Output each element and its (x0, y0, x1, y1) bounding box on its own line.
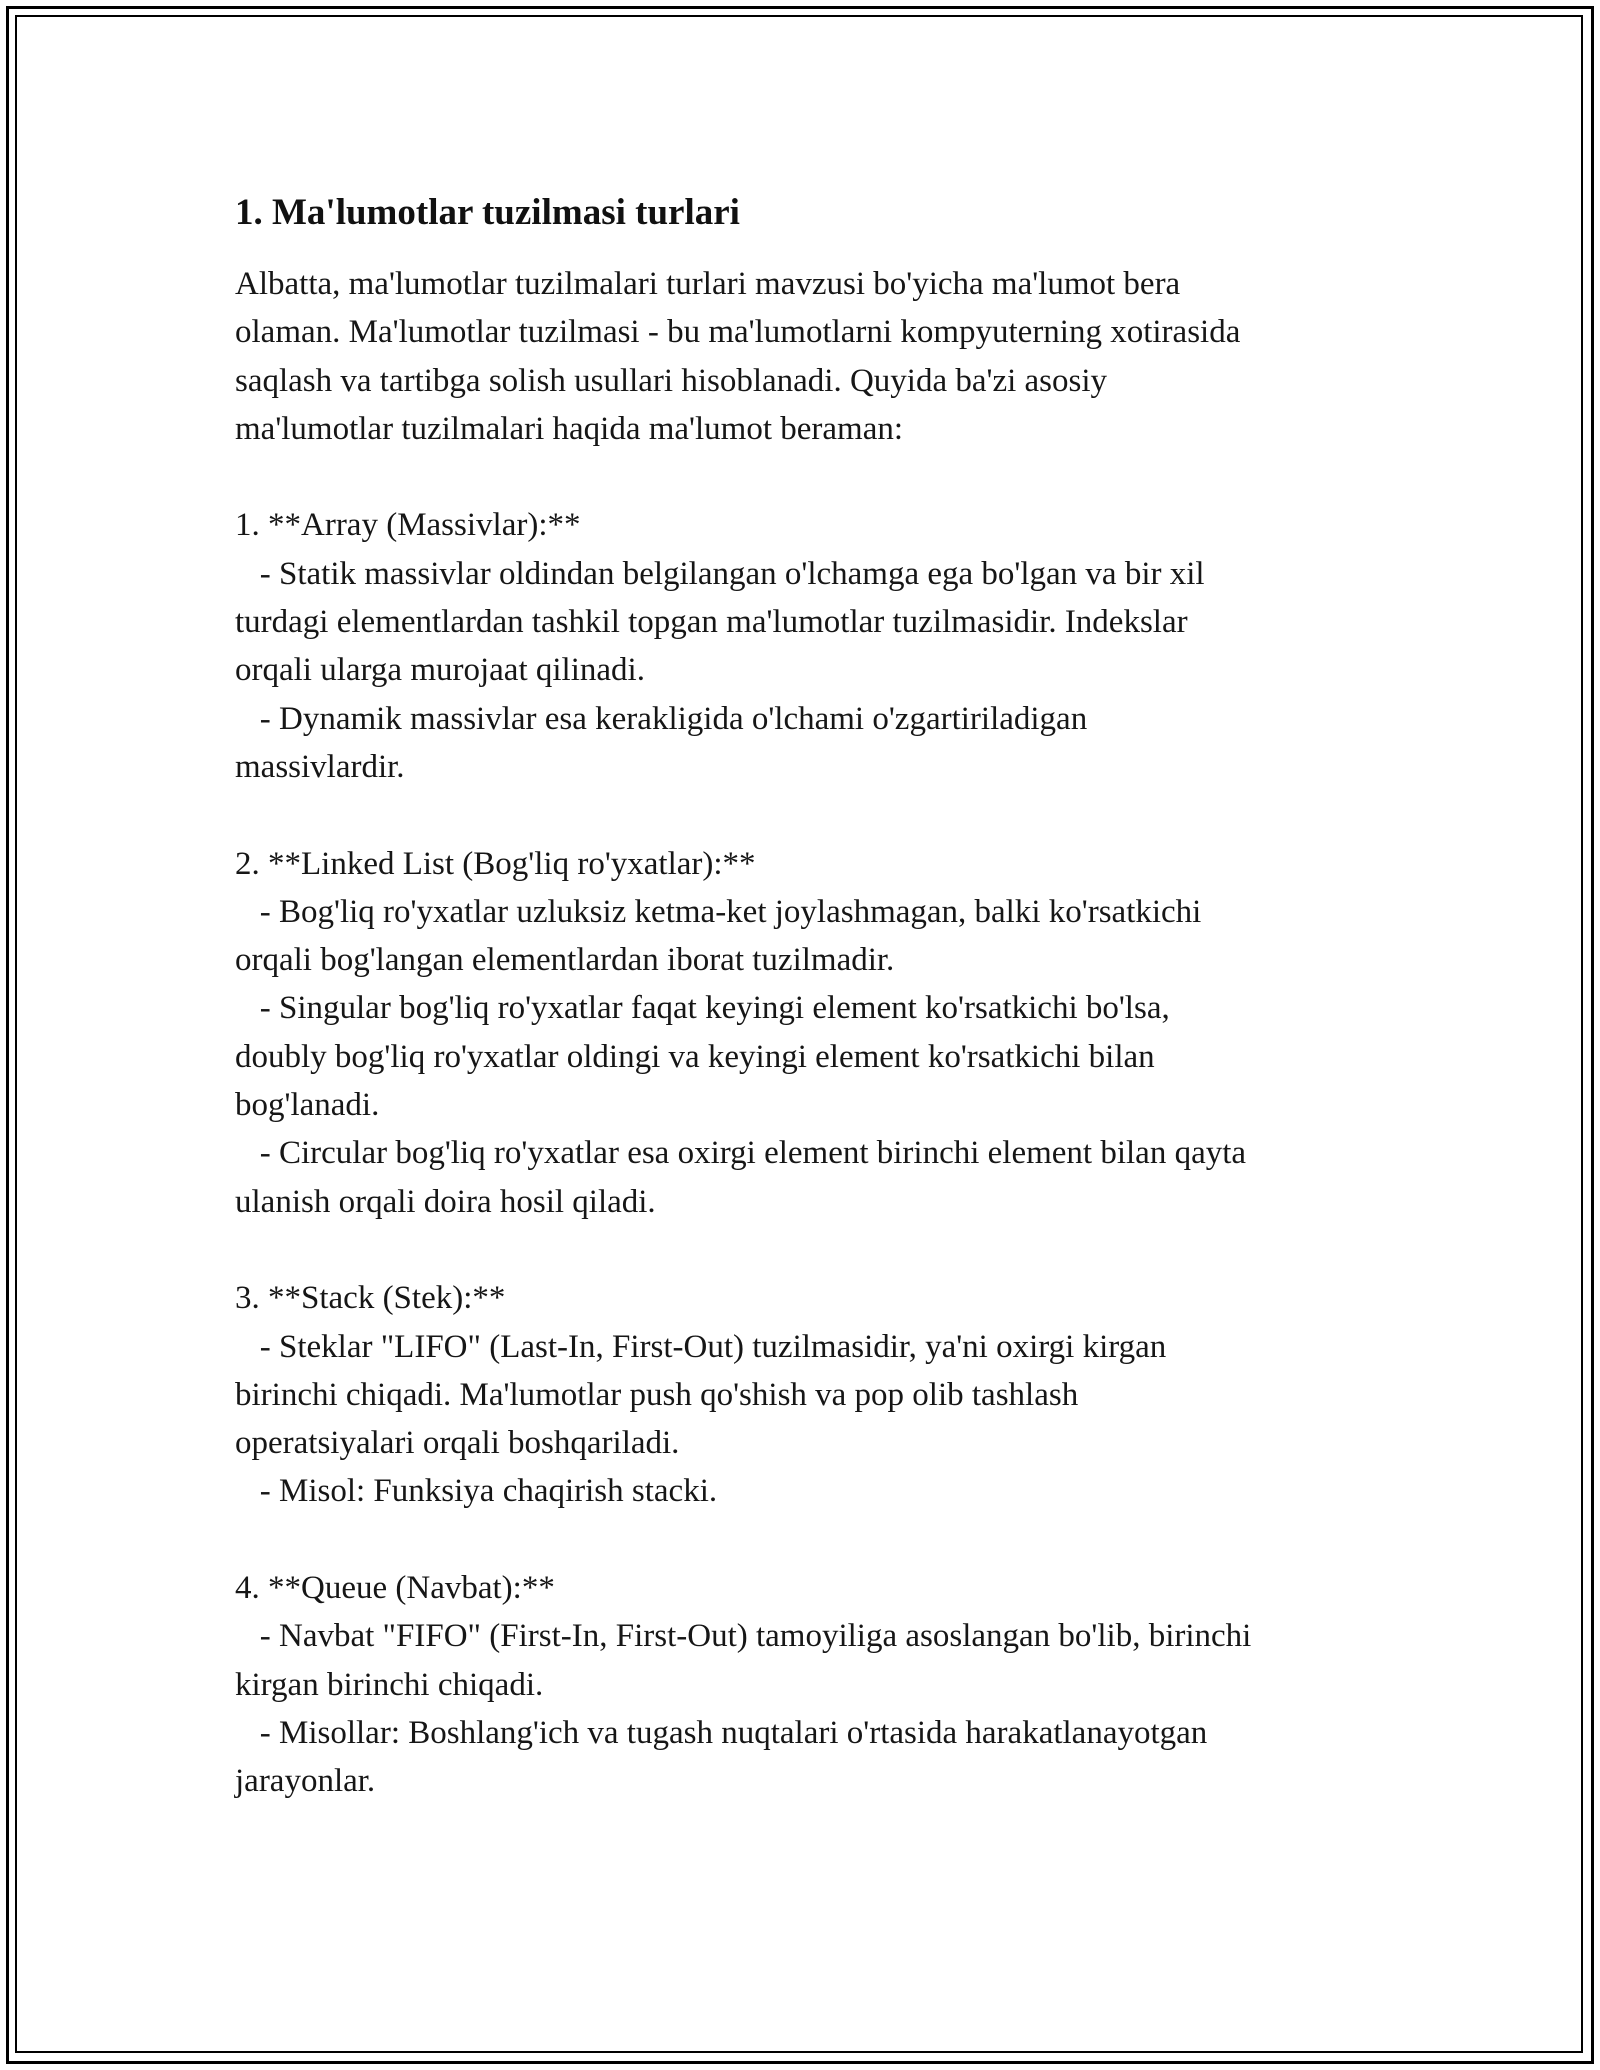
blank-line (235, 1226, 1375, 1274)
text-line: massivlardir. (235, 748, 405, 785)
text-line: - Dynamik massivlar esa kerakligida o'lchami o'zgartiriladigan (235, 700, 1088, 737)
text-line: orqali ularga murojaat qilinadi. (235, 652, 645, 689)
text-line: jarayonlar. (235, 1763, 376, 1800)
text-line: 2. **Linked List (Bog'liq ro'yxatlar):** (235, 845, 756, 882)
text-line: operatsiyalari orqali boshqariladi. (235, 1425, 680, 1462)
text-line: ma'lumotlar tuzilmalari haqida ma'lumot beraman: (235, 410, 904, 447)
text-line: - Misollar: Boshlang'ich va tugash nuqtalari o'rtasida harakatlanayotgan (235, 1714, 1208, 1751)
text-line: 4. **Queue (Navbat):** (235, 1570, 555, 1607)
blank-line (235, 1516, 1375, 1564)
text-line: doubly bog'liq ro'yxatlar oldingi va keyingi element ko'rsatkichi bilan (235, 1038, 1155, 1075)
document-content (235, 186, 1375, 1806)
text-line: turdagi elementlardan tashkil topgan ma'lumotlar tuzilmasidir. Indekslar (235, 604, 1188, 641)
text-line: kirgan birinchi chiqadi. (235, 1666, 544, 1703)
text-line: - Bog'liq ro'yxatlar uzluksiz ketma-ket joylashmagan, balki ko'rsatkichi (235, 893, 1202, 930)
document-title: 1. Ma'lumotlar tuzilmasi turlari (235, 192, 740, 233)
text-line: Albatta, ma'lumotlar tuzilmalari turlari mavzusi bo'yicha ma'lumot bera (235, 266, 1181, 302)
text-line: - Circular bog'liq ro'yxatlar esa oxirgi element birinchi element bilan qayta (235, 1135, 1247, 1172)
text-line: olaman. Ma'lumotlar tuzilmasi - bu ma'lumotlarni kompyuterning xotirasida (235, 314, 1241, 351)
text-line: 3. **Stack (Stek):** (235, 1280, 506, 1317)
text-line: 1. **Array (Massivlar):** (235, 507, 581, 544)
blank-line (235, 791, 1375, 839)
blank-line (235, 453, 1375, 501)
text-line: ulanish orqali doira hosil qiladi. (235, 1183, 656, 1220)
text-line: - Singular bog'liq ro'yxatlar faqat keyingi element ko'rsatkichi bo'lsa, (235, 990, 1170, 1027)
text-line: bog'lanadi. (235, 1087, 380, 1124)
document-body (235, 260, 1375, 1806)
text-line: - Steklar "LIFO" (Last-In, First-Out) tuzilmasidir, ya'ni oxirgi kirgan (235, 1328, 1167, 1365)
text-line: - Statik massivlar oldindan belgilangan o'lchamga ega bo'lgan va bir xil (235, 555, 1205, 592)
text-line: - Misol: Funksiya chaqirish stacki. (235, 1473, 718, 1510)
text-line: birinchi chiqadi. Ma'lumotlar push qo'shish va pop olib tashlash (235, 1376, 1079, 1413)
text-line: orqali bog'langan elementlardan iborat tuzilmadir. (235, 942, 895, 979)
text-line: saqlash va tartibga solish usullari hisoblanadi. Quyida ba'zi asosiy (235, 362, 1108, 399)
text-line: - Navbat "FIFO" (First-In, First-Out) tamoyiliga asoslangan bo'lib, birinchi (235, 1618, 1252, 1655)
